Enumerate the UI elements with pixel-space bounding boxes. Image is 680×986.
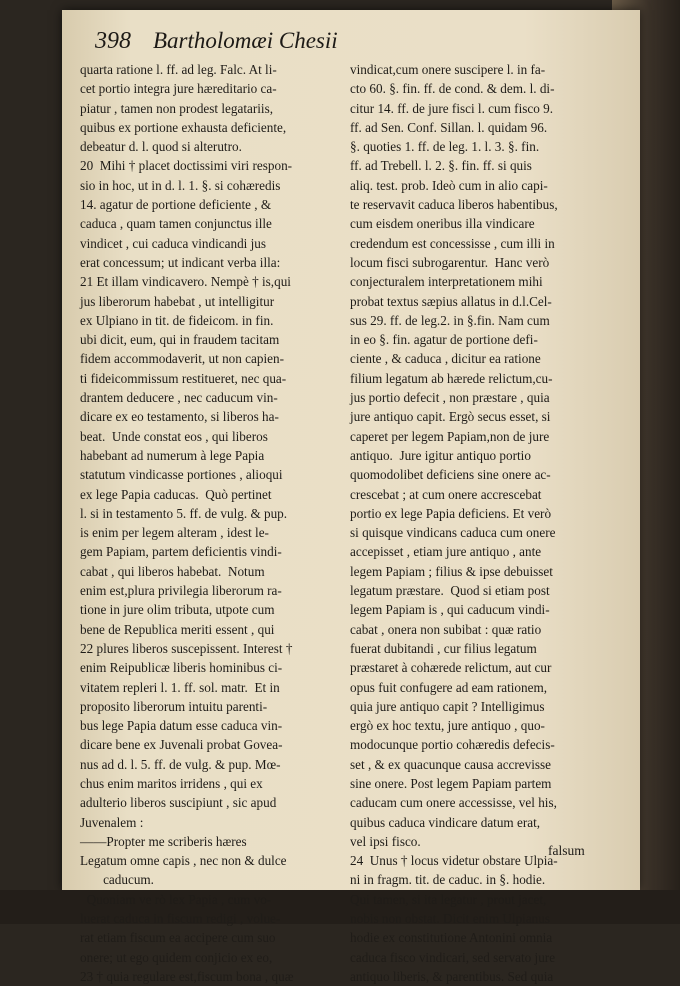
text-line: quibus ex portione exhausta deficiente, <box>80 119 287 135</box>
text-line: fuerat dubitandi , cur filius legatum <box>350 640 537 656</box>
left-column <box>80 60 342 986</box>
page-number: 398 <box>95 28 131 54</box>
text-line: sus 29. ff. de leg.2. in §.fin. Nam cum <box>350 312 550 328</box>
text-line: citur 14. ff. de jure fisci l. cum fisco 9. <box>350 100 554 116</box>
text-line: fidem accommodaverit, ut non capien- <box>80 351 284 367</box>
text-line: habebant ad numerum à lege Papia <box>80 447 265 463</box>
text-line: 21 Et illam vindicavero. Nempè † is,qui <box>80 274 291 290</box>
text-line: caperet per legem Papiam,non de jure <box>350 428 550 444</box>
text-line: ex lege Papia caducas. Quò pertinet <box>80 486 272 502</box>
text-line: is enim per legem alteram , idest le- <box>80 525 269 541</box>
text-line: beat. Unde constat eos , qui liberos <box>80 428 268 444</box>
text-line: jus portio defecit , non præstare , quia <box>350 390 550 406</box>
text-line: enim Reipublicæ liberis hominibus ci- <box>80 660 283 676</box>
text-line: opus fuit confugere ad eam rationem, <box>350 679 548 695</box>
catchword: falsum <box>548 843 585 858</box>
text-line: caduca , quam tamen conjunctus ille <box>80 216 272 232</box>
text-line: enim est,plura privilegia liberorum ra- <box>80 583 282 599</box>
text-line: nobis non obstat. Dicit enim Ulpianus <box>350 911 550 927</box>
text-line: accepisset , etiam jure antiquo , ante <box>350 544 542 560</box>
text-line: 20 Mihi † placet doctissimi viri respon- <box>80 158 293 174</box>
text-line: hodie ex constitutione Antonini omnia <box>350 930 553 946</box>
text-line: jus liberorum habebat , ut intelligitur <box>80 293 275 309</box>
text-line: gem Papiam, partem deficientis vindi- <box>80 544 282 560</box>
text-line: cum eisdem oneribus illa vindicare <box>350 216 535 232</box>
text-line: rat etiam fiscum ea accipere cum suo <box>80 930 276 946</box>
text-line: sio in hoc, ut in d. l. 1. §. si cohæredis <box>80 177 281 193</box>
text-line: Quoniam ve rò lex Papia , cum vo- <box>80 891 272 907</box>
text-line: antiquo liberis, & parentibus. Sed quia <box>350 968 554 984</box>
text-line: bene de Republica meriti essent , qui <box>80 621 275 637</box>
text-line: bus lege Papia datum esse caduca vin- <box>80 718 283 734</box>
text-line: luerat caduca in fiscum redigi , volue- <box>80 911 281 927</box>
text-line: adulterio liberos suscipiunt , sic apud <box>80 795 277 811</box>
text-line: filium legatum ab hærede relictum,cu- <box>350 370 553 386</box>
running-head: Bartholomæi Chesii <box>153 28 338 53</box>
text-line: præstaret à cohærede relictum, aut cur <box>350 660 552 676</box>
text-line: debeatur d. l. quod si alterutro. <box>80 139 242 155</box>
text-line: legem Papiam is , qui caducum vindi- <box>350 602 550 618</box>
text-line: te reservavit caduca liberos habentibus, <box>350 197 558 213</box>
text-line: aliq. test. prob. Ideò cum in alio capi- <box>350 177 548 193</box>
text-line: l. si in testamento 5. ff. de vulg. & pup. <box>80 505 288 521</box>
text-line: nus ad d. l. 5. ff. de vulg. & pup. Mœ- <box>80 756 281 772</box>
text-line: ——Propter me scriberis hæres <box>80 833 247 849</box>
text-line: sine onere. Post legem Papiam partem <box>350 775 552 791</box>
text-line: conjecturalem interpretationem mihi <box>350 274 543 290</box>
text-line: onere; ut ego quidem conjicio ex eo, <box>80 949 273 965</box>
text-line: caduca fisco vindicari, sed servato jure <box>350 949 556 965</box>
text-line: probat textus sæpius allatus in d.l.Cel- <box>350 293 552 309</box>
text-line: vel ipsi fisco. <box>350 833 421 849</box>
text-line: Juvenalem : <box>80 814 144 830</box>
text-line: 24 Unus † locus videtur obstare Ulpia- <box>350 853 558 869</box>
text-line: cabat , qui liberos habebat. Notum <box>80 563 265 579</box>
text-line: ubi dicit, eum, qui in fraudem tacitam <box>80 332 280 348</box>
text-line: caducum. <box>80 872 154 888</box>
text-line: ti fideicommissum restitueret, nec qua- <box>80 370 287 386</box>
text-line: ff. ad Trebell. l. 2. §. fin. ff. si quis <box>350 158 532 174</box>
text-line: credendum est concessisse , cum illi in <box>350 235 555 251</box>
text-line: antiquo. Jure igitur antiquo portio <box>350 447 531 463</box>
text-line: vindicet , cui caduca vindicandi jus <box>80 235 267 251</box>
text-line: quomodolibet deficiens sine onere ac- <box>350 467 551 483</box>
text-line: cabat , onera non subibat : quæ ratio <box>350 621 542 637</box>
text-line: ex Ulpiano in tit. de fideicom. in fin. <box>80 312 274 328</box>
text-line: caducam cum onere accessisse, vel his, <box>350 795 557 811</box>
text-line: piatur , tamen non prodest legatariis, <box>80 100 273 116</box>
text-line: legem Papiam ; filius & ipse debuisset <box>350 563 553 579</box>
text-line: portio ex lege Papia deficiens. Et verò <box>350 505 552 521</box>
text-line: quibus caduca vindicare datum erat, <box>350 814 541 830</box>
text-line: Qui tamen, si ita legatur , prout jacet, <box>350 891 547 907</box>
text-line: set , & ex quacunque causa accrevisse <box>350 756 552 772</box>
text-line: drantem deducere , nec caducum vin- <box>80 390 278 406</box>
text-line: modocunque portio cohæredis defecis- <box>350 737 555 753</box>
text-line: jure antiquo capit. Ergò secus esset, si <box>350 409 551 425</box>
text-line: dicare ex eo testamento, si liberos ha- <box>80 409 279 425</box>
text-line: dicare bene ex Juvenali probat Govea- <box>80 737 283 753</box>
text-line: quarta ratione l. ff. ad leg. Falc. At li- <box>80 62 277 77</box>
text-line: crescebat ; at cum onere accrescebat <box>350 486 542 502</box>
text-line: locum fisci subrogarentur. Hanc verò <box>350 254 550 270</box>
text-line: proposito liberorum intuitu parenti- <box>80 698 268 714</box>
text-line: 23 † quia regulare est,fiscum bona , quæ <box>80 968 294 984</box>
text-line: statutum vindicasse portiones , alioqui <box>80 467 283 483</box>
text-line: legatum præstare. Quod si etiam post <box>350 583 550 599</box>
text-line: ergò ex hoc textu, jure antiquo , quo- <box>350 718 545 734</box>
text-line: ff. ad Sen. Conf. Sillan. l. quidam 96. <box>350 119 548 135</box>
text-line: 22 plures liberos suscepissent. Interest † <box>80 640 293 656</box>
text-line: in eo §. fin. agatur de portione defi- <box>350 332 538 348</box>
text-line: vitatem repleri l. 1. ff. sol. matr. Et in <box>80 679 280 695</box>
text-line: si quisque vindicans caduca cum onere <box>350 525 556 541</box>
text-line: cet portio integra jure hæreditario ca- <box>80 81 277 97</box>
text-line: quia jure antiquo capit ? Intelligimus <box>350 698 545 714</box>
text-line: chus enim maritos irridens , qui ex <box>80 775 263 791</box>
text-line: ciente , & caduca , dicitur ea ratione <box>350 351 541 367</box>
page-header <box>95 28 485 62</box>
text-line: 14. agatur de portione deficiente , & <box>80 197 272 213</box>
text-line: Legatum omne capis , nec non & dulce <box>80 853 287 869</box>
text-line: cto 60. §. fin. ff. de cond. & dem. l. di- <box>350 81 555 97</box>
text-line: ni in fragm. tit. de caduc. in §. hodie. <box>350 872 546 888</box>
text-line: erat concessum; ut indicant verba illa: <box>80 254 281 270</box>
text-line: §. quoties 1. ff. de leg. 1. l. 3. §. fin. <box>350 139 540 155</box>
text-line: vindicat,cum onere suscipere l. in fa- <box>350 62 546 77</box>
text-line: tione in jure olim tributa, utpote cum <box>80 602 275 618</box>
